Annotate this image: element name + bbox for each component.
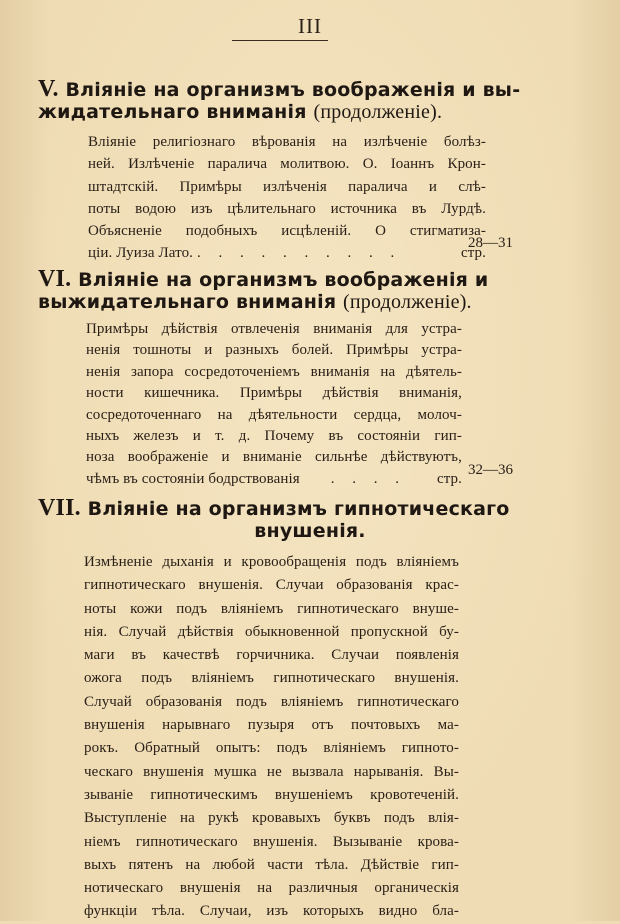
body-line: ныхъ железъ и т. д. Почему въ состояніи гип- [86, 428, 462, 445]
dot-leader: . . . . [330, 470, 406, 487]
section-number: V. [38, 76, 59, 102]
body-line: Измѣненіе дыханія и кровообращенія подъ вліяніемъ [84, 554, 459, 570]
body-line: ноза воображеніе и вниманіе сильнѣе дѣйствуютъ, [86, 449, 462, 466]
body-line: нотическаго внушенія на различныя органическія [84, 880, 459, 897]
page-label: стр. [460, 245, 486, 262]
heading-continuation: (продолженіе). [343, 291, 472, 313]
page-range: 28—31 [468, 235, 513, 251]
body-line: ненія тошноты и разныхъ болей. Примѣры устра- [86, 342, 462, 359]
entry-last-line [86, 469, 462, 490]
heading-line: внушенія. [254, 520, 366, 542]
body-line: Объясненіе подобныхъ исцѣленій. О стигматиза- [88, 223, 486, 240]
heading-line: жидательнаго вниманія [38, 101, 307, 123]
section-body [84, 551, 459, 924]
body-line: ческаго внушенія мушка не вызвала нарыванія. Вы- [84, 763, 459, 780]
section-number: VII. [38, 495, 81, 521]
body-line: Случай образованія подъ вліяніемъ гипнотическаго [84, 693, 459, 710]
body-line: Примѣры дѣйствія отвлеченія вниманія для устра- [86, 321, 462, 337]
body-line: гипнотическаго внушенія. Случаи образованія крас- [84, 577, 459, 594]
section-heading [38, 78, 578, 123]
section-vii [0, 497, 620, 924]
page-range: 32—36 [468, 462, 513, 478]
section-vi [0, 268, 620, 490]
body-line: ціи. Луиза Лато. [88, 245, 194, 262]
dot-leader: . . . . . . . . . . [197, 245, 402, 262]
body-line: Вліяніе религіознаго вѣрованія на излѣченіе болѣз- [88, 134, 486, 150]
heading-line: Вліяніе на организмъ воображенія и [78, 269, 489, 291]
section-body [88, 131, 486, 265]
body-line: ненія запора сосредоточеніемъ вниманія на дѣятель- [86, 363, 462, 380]
page-number: III [298, 14, 322, 38]
heading-line: выжидательнаго вниманія [38, 291, 337, 313]
heading-line: Вліяніе на организмъ гипнотическаго [87, 498, 510, 520]
body-line: сосредоточеннаго на дѣятельности сердца, молоч- [86, 406, 462, 423]
section-number: VI. [38, 266, 72, 292]
body-line: ней. Излѣченіе паралича молитвою. О. Іоаннъ Крон- [88, 156, 486, 173]
body-line: поты водою изъ цѣлительнаго источника въ Лурдѣ. [88, 200, 486, 217]
body-line: чѣмъ въ состояніи бодрствованія [86, 470, 300, 487]
body-line: внушенія нарывнаго пузыря отъ почтовыхъ ма- [84, 717, 459, 734]
section-heading [38, 497, 578, 520]
heading-line: Вліяніе на организмъ воображенія и вы- [65, 79, 521, 101]
body-line: рокъ. Обратный опытъ: подъ вліяніемъ гипното- [84, 740, 459, 757]
section-heading-continued [30, 520, 590, 542]
body-line: ности кишечника. Примѣры дѣйствія вниманія, [86, 385, 462, 402]
section-heading [38, 268, 578, 313]
page-label: стр. [436, 470, 462, 487]
body-line: Выступленіе на рукѣ кровавыхъ буквъ подъ влія- [84, 810, 459, 827]
section-v [0, 78, 620, 265]
body-line: маги въ качествѣ горчичника. Случаи появленія [84, 647, 459, 664]
body-line: выхъ пятенъ на любой части тѣла. Дѣйствіе гип- [84, 856, 459, 873]
body-line: функціи тѣла. Случаи, изъ которыхъ видно бла- [84, 903, 459, 920]
header-rule [232, 40, 328, 41]
body-line: зываніе гипнотическимъ внушеніемъ кровотеченій. [84, 786, 459, 803]
body-line: нія. Случай дѣйствія обыкновенной пропускной бу- [84, 623, 459, 640]
body-line: штадтскій. Примѣры излѣченія паралича и слѣ- [88, 178, 486, 195]
section-body [86, 319, 462, 490]
body-line: ноты кожи подъ вліяніемъ гипнотическаго внуше- [84, 600, 459, 617]
entry-last-line [88, 242, 486, 264]
body-line: ожога подъ вліяніемъ гипнотическаго внушенія. [84, 670, 459, 687]
body-line: ніемъ гипнотическаго внушенія. Вызываніе крова- [84, 833, 459, 850]
heading-continuation: (продолженіе). [313, 101, 443, 123]
